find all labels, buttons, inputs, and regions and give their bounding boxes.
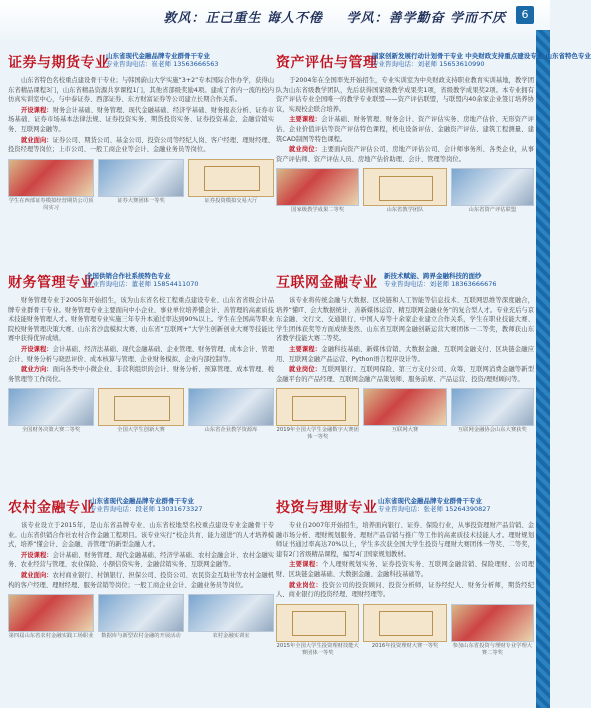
photo-image: [98, 388, 184, 426]
photo-image: [451, 604, 534, 642]
photo-caption: 国家级教学成果二等奖: [291, 207, 345, 214]
description-paragraph: [8, 551, 274, 570]
paragraph-text: 面向各类中小微企业、非营利组织的会计、财务分析、预算管理、成本管理、税务管理等工作岗位。: [8, 366, 275, 383]
photo-image: [276, 604, 359, 642]
page-number: 6: [516, 6, 534, 24]
photo-image: [276, 168, 359, 206]
program-honor: 全国供销合作社系统特色专业: [86, 272, 171, 280]
program-hotline: 专业咨询电话：刘老师 15653610990: [372, 60, 485, 68]
school-motto: [163, 7, 506, 26]
paragraph-text: 于2004年在全国率先开始招生，专业实训室为中央财政支持职业教育实训基地，教学团队为山东省级教学团队，先后获得国家级教学成果奖1项，省级教学成果奖2项。本专业拥有资产评估专业全国唯一的教学专业联盟——资产评估联盟，与联盟内40余家企业签订培养协议，实现校企联合培养。: [276, 77, 534, 113]
photo-caption: 山东省企业教学资源库: [204, 427, 258, 434]
program-hotline: 专业咨询电话：刘老师 18363666676: [384, 280, 497, 288]
description-paragraph: [276, 345, 534, 364]
photo-caption: 2016年投资理财大赛一等奖: [371, 642, 439, 649]
description-paragraph: [8, 76, 274, 105]
photo-caption: 数据库与新型农村金融的开展活动: [101, 633, 181, 640]
photo-caption: 2015年全国大学生投资理财技能大赛团体一等奖: [276, 642, 359, 656]
paragraph-text: 该专业将传统金融与大数据、区块链和人工智能等信息技术、互联网思维等深度融合，培养“懂IT、会大数据统计、善新媒体运营、精互联网金融业务”的复合型人才。专业充后与京东金融、文行文、交通银行、中国人寿等十余家企业建立合作关系，学生在职业技能大赛、学生团体获奖等方面成绩斐然、山东省互联网金融创新运营大赛团体一二等奖，教师获山东省教学技能大赛二等奖。: [276, 297, 534, 343]
description-paragraph: [8, 106, 274, 135]
description-paragraph: [276, 145, 534, 164]
photo-image: [363, 604, 446, 642]
paragraph-text: 财务管理专业于2005年开始招生，该为山东省名校工程重点建设专业、山东省省级会计品牌专业群骨干专业。财务管理专业主要面向中小企业、事业单位培养懂会计、善管理的高素质技术技能财务管理人才。财务管理专业实施三年专升本通过率达到90%以上。学生在全国高等职业院校财务管理决策大赛、山东省沙盘模拟大赛、山东省“互联网+”大学生创新创业大赛等技能比赛中获得优异成绩。: [8, 297, 274, 343]
photo-image: [276, 388, 359, 426]
paragraph-label: 就业面向：: [21, 571, 53, 579]
photo-image: [8, 388, 94, 426]
paragraph-text: 个人理财规划实务、证券投资实务、互联网金融营销、保险理财、公司理财、区块链金融基础、大数据金融、金融科技基础等。: [276, 561, 535, 578]
paragraph-label: 主要课程：: [289, 561, 323, 569]
paragraph-text: 专业自2007年开始招生，培养面向银行、证券、保险行业，从事投资理财产品营销、金融市场分析、理财规划服务、理财产品营销与推广等工作的高素质技术技能人才。理财规划师证书通过率高达70%以上，学生多次获全国大学生投资与理财大赛团体一等奖、二等奖，建有2门省级精品课程，编写4门国家规划教材。: [276, 522, 534, 558]
photo-strip: [8, 159, 274, 212]
photo-image: [188, 388, 274, 426]
photo-image: [451, 388, 534, 426]
program-title: 农村金融专业: [8, 500, 95, 516]
description-paragraph: [8, 296, 274, 344]
photo-caption: 第四届山东省农村金融实践工场职业: [8, 633, 94, 640]
photo-caption: 参加山东省投资与理财专业学理大赛二等奖: [452, 642, 533, 656]
description-paragraph: [276, 76, 534, 114]
program-honor: 山东省现代金融品牌专业群骨干专业: [90, 497, 194, 505]
program-subtitle: [384, 272, 497, 288]
program-subtitle: [378, 497, 491, 513]
photo-caption: 互联网金融协会山东大赛获奖: [457, 427, 527, 434]
program-hotline: 专业咨询电话：崔老师 13563666563: [106, 60, 219, 68]
paragraph-text: 该专业设立于2015年，是山东省品牌专业、山东省校地型名校重点建设专业金融骨干专业。山东省供销合作社农村合作金融工程项目。该专业实行“校企共育、能力递进”的人才培养模式，培养“懂会计、会金融、善管理”的新型金融人才。: [8, 522, 274, 549]
program-honor: 山东省现代金融品牌专业群骨干专业: [106, 52, 210, 60]
paragraph-text: 财务会计基础、财务管理、现代金融基础、经济学基础、财务报表分析、证券市场基础、证券市场基本法律法规、证券投资实务、期货投资实务、证券投资基金、金融营销实务、互联网金融等。: [8, 106, 275, 133]
section-header: [8, 272, 274, 292]
program-description: [276, 76, 534, 164]
section-header: [276, 272, 534, 292]
program-hotline: 专业咨询电话：张老师 15264390827: [378, 505, 491, 513]
program-hotline: 专业咨询电话：段老师 13031673327: [90, 505, 203, 513]
photo-figure: [451, 388, 534, 441]
photo-caption: 山东省教学团队: [386, 207, 424, 214]
paragraph-text: 主要面向资产评估公司、房地产评估公司、会计师事务所、各类企业，从事资产评估师、资产评估人员、房地产估价助理、会计、管理等岗位。: [276, 146, 535, 163]
photo-figure: [451, 168, 534, 214]
program-title: 财务管理专业: [8, 275, 95, 291]
photo-figure: [98, 388, 184, 434]
paragraph-text: 证券公司、期货公司、基金公司、投资公司等经纪人岗、客户经理、理财经理、投资经理等岗位；上市公司、一般工商企业等会计、金融业务员等岗位。: [8, 136, 275, 154]
photo-figure: [363, 388, 446, 441]
photo-image: [8, 594, 94, 632]
description-paragraph: [276, 115, 534, 144]
paragraph-label: 就业岗位：: [289, 366, 322, 374]
photo-image: [363, 388, 446, 426]
photo-strip: [276, 388, 534, 441]
photo-figure: [451, 604, 534, 657]
paragraph-text: 金融科技基础、新媒体营销、大数据金融、互联网金融支付、区块链金融应用、互联网金融产品运营、Python语言程序设计等。: [276, 345, 535, 363]
paragraph-text: 互联网银行、互联网保险、第三方支付公司、众筹、互联网消费金融等新型金融平台的产品经理、互联网金融产品策划师、服务前席、产品运营、投资/理财顾问等。: [276, 366, 535, 383]
program-description: [8, 521, 274, 590]
photo-caption: 证券投资模拟交易大厅: [204, 197, 258, 204]
program-title: 投资与理财专业: [276, 500, 378, 516]
photo-image: [363, 168, 446, 206]
program-section: [8, 272, 274, 434]
program-description: [8, 76, 274, 155]
photo-figure: [188, 594, 274, 640]
photo-figure: [8, 388, 94, 434]
photo-figure: [8, 594, 94, 640]
photo-image: [451, 168, 534, 206]
description-paragraph: [276, 521, 534, 559]
photo-figure: [8, 159, 94, 212]
description-paragraph: [8, 521, 274, 550]
program-subtitle: [90, 497, 203, 513]
program-section: [276, 272, 534, 441]
section-header: [8, 52, 274, 72]
left-column: [8, 52, 274, 702]
photo-figure: [363, 168, 446, 214]
program-section: [8, 52, 274, 212]
paragraph-label: 就业岗位：: [289, 146, 322, 154]
right-column: [276, 52, 591, 702]
paragraph-label: 开设课程：: [21, 345, 53, 353]
section-header: [276, 52, 591, 72]
description-paragraph: [8, 571, 274, 590]
program-section: [276, 497, 534, 657]
paragraph-text: 山东省特色名校重点建设骨干专业；与韩国蔚山大学实施“3+2”专本国际合作办学，获得山东省精品课程3门，山东省精品资源共享课程1门，其他省部级奖励4项。建成了省内一流的校内仿真实训室中心，与中泰证券、西部证券、东方财富证券等公司建立长期合作关系。: [8, 77, 274, 104]
photo-image: [8, 159, 94, 197]
photo-caption: 全国财务决策大赛二等奖: [21, 427, 81, 434]
program-section: [8, 497, 274, 640]
photo-image: [98, 159, 184, 197]
paragraph-label: 就业岗位：: [289, 581, 323, 589]
program-subtitle: [372, 52, 591, 68]
program-honor: 新技术赋能、跨界金融科技的面纱: [384, 272, 482, 280]
photo-figure: [188, 159, 274, 212]
description-paragraph: [8, 345, 274, 364]
paragraph-text: 会计基础、财务管理、现代金融基础、经济学基础、农村金融会计、农村金融实务、农业经营与管理、农业保险、小额信贷实务、金融营销实务、互联网金融等。: [8, 551, 275, 569]
photo-caption: 全国大学生创新大赛: [117, 427, 165, 434]
program-hotline: 专业咨询电话：董老师 15854411070: [86, 280, 199, 288]
photo-image: [98, 594, 184, 632]
photo-figure: [276, 604, 359, 657]
photo-image: [188, 594, 274, 632]
program-section: [276, 52, 591, 214]
program-title: 资产评估与管理: [276, 55, 378, 71]
description-paragraph: [276, 581, 534, 600]
program-title: 互联网金融专业: [276, 275, 378, 291]
photo-caption: 山东省资产评估联盟: [468, 207, 517, 214]
paragraph-text: 会计基础、经济法基础、现代金融基础、企业管理、财务管理、成本会计、管理会计、财务分析与晓思评价、成本核算与管理、企业财务模拟、企业内部控制等。: [8, 345, 275, 363]
photo-strip: [8, 594, 274, 640]
paragraph-text: 会计基础、财务管理、财务会计、资产评估实务、房地产估价、无形资产评估、企业价值评估等资产评估特色课程，机电设备评估、金融资产评估、建筑工程测量、建筑CAD制图等特色课程。: [276, 116, 535, 143]
paragraph-text: 投资公司的投资顾问、投资分析师，证券经纪人、财务分析师，期货经纪人、商业银行的投资经理、理财经理等。: [276, 581, 535, 599]
program-subtitle: [106, 52, 219, 68]
section-header: [276, 497, 534, 517]
description-paragraph: [8, 136, 274, 155]
photo-caption: 互联网大赛: [391, 427, 419, 434]
photo-strip: [276, 168, 534, 214]
photo-caption: 农村金融实训室: [212, 633, 250, 640]
program-subtitle: [86, 272, 199, 288]
program-honor: 山东省现代金融品牌专业群骨干专业: [378, 497, 482, 505]
paragraph-text: 农村商业银行、村镇银行、担保公司、投资公司、农民资金互助社等农村金融机构的客户经理、理财经理、服务营销等岗位；一般工商企业会计、金融业务员等岗位。: [8, 571, 275, 589]
description-paragraph: [276, 365, 534, 384]
photo-caption: 证券大赛团体一等奖: [117, 197, 165, 204]
photo-strip: [276, 604, 534, 657]
photo-figure: [276, 168, 359, 214]
photo-figure: [188, 388, 274, 434]
program-honor: 国家创新发展行动计划骨干专业 中央财政支持重点建设专业 山东省特色专业: [372, 52, 591, 60]
photo-figure: [276, 388, 359, 441]
motto-learning: 学风：善学勤奋 学而不厌: [346, 11, 506, 26]
program-title: 证券与期货专业: [8, 55, 110, 71]
photo-figure: [98, 159, 184, 212]
paragraph-label: 就业方向：: [21, 366, 53, 374]
photo-figure: [363, 604, 446, 657]
description-paragraph: [276, 296, 534, 344]
program-description: [276, 296, 534, 384]
description-paragraph: [276, 560, 534, 579]
motto-teaching: 敦风：正己重生 诲人不倦: [163, 11, 323, 26]
program-description: [8, 296, 274, 384]
photo-caption: 2019年全国大学生金融数字大赛团体一等奖: [276, 427, 359, 441]
photo-figure: [98, 594, 184, 640]
paragraph-label: 就业面向：: [21, 136, 53, 144]
paragraph-label: 主要课程：: [289, 116, 322, 124]
paragraph-label: 开设课程：: [21, 551, 53, 559]
decorative-side-stripe: [536, 30, 550, 708]
description-paragraph: [8, 365, 274, 384]
photo-caption: 学生在西部证券模拟经营期货公司顶岗实习: [8, 197, 94, 211]
paragraph-label: 开设课程：: [21, 106, 53, 114]
photo-strip: [8, 388, 274, 434]
program-description: [276, 521, 534, 600]
paragraph-label: 主要课程：: [289, 345, 322, 353]
photo-image: [188, 159, 274, 197]
section-header: [8, 497, 274, 517]
